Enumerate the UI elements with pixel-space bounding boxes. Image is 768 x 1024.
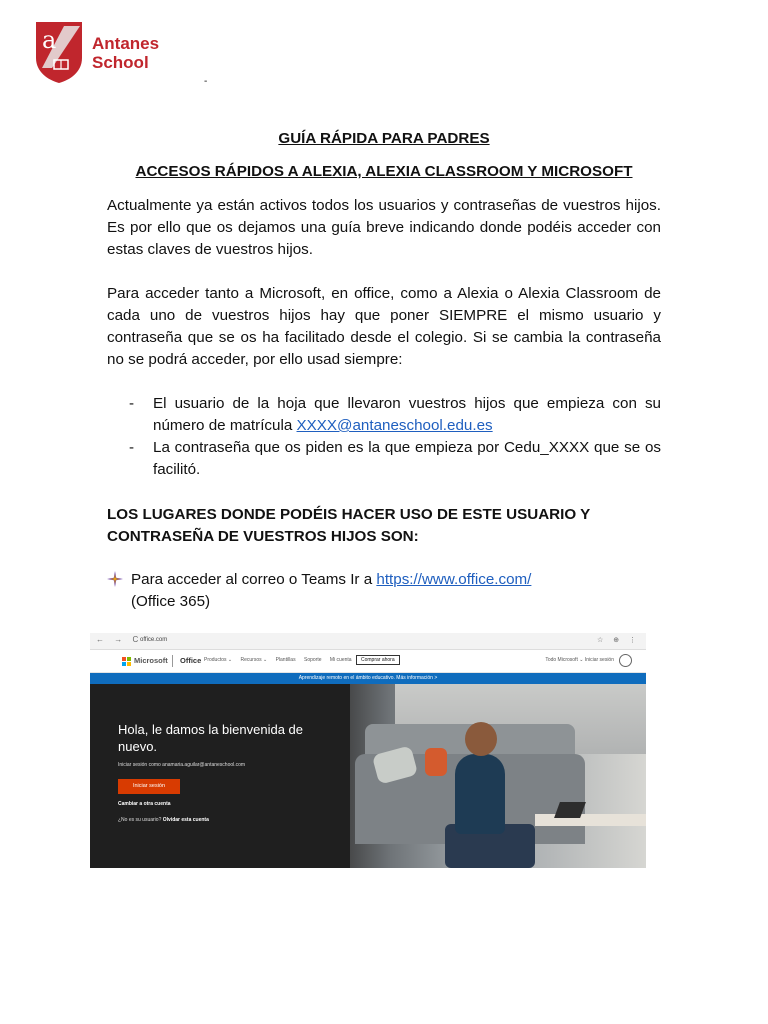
access-paragraph: Para acceder tanto a Microsoft, en office, como a Alexia o Alexia Classroom de cada uno de vuestros hijos hay que poner SIEMPRE el mismo usuario y contraseña que se os ha facilitado desde el colegio. Si se cambia la contraseña no se podrá acceder, por ello usad siempre: (107, 285, 661, 368)
hero-photo (335, 684, 646, 868)
menu-item: Plantillas (275, 657, 296, 663)
sparkle-bullet-icon (107, 571, 123, 587)
dash-marker: - (129, 395, 135, 412)
photo-person-head (465, 722, 497, 756)
menu-item: Soporte (303, 657, 322, 663)
list-item (107, 393, 661, 437)
header-separator (172, 655, 173, 667)
places-heading: LOS LUGARES DONDE PODÉIS HACER USO DE ESTE USUARIO Y CONTRASEÑA DE VUESTROS HIJOS SON: (107, 506, 590, 545)
menu-item: Productos ⌄ (204, 657, 233, 663)
browser-url: office.com (140, 637, 168, 643)
office-link[interactable]: https://www.office.com/ (376, 571, 532, 588)
sign-in-button: Iniciar sesión (118, 779, 180, 794)
list-item-text: El usuario de la hoja que llevaron vuestros hijos que empieza con su número de matrícula (153, 395, 661, 434)
bullet-text: Para acceder al correo o Teams Ir a (131, 571, 377, 588)
list-item (107, 437, 661, 481)
logo-mark: a (42, 26, 57, 54)
brand-line1: Antanes (92, 34, 160, 53)
photo-table (535, 814, 646, 826)
switch-account-link: Cambiar a otra cuenta (118, 801, 171, 807)
list-item-text: La contraseña que os piden es la que empieza por Cedu_XXXX que se os facilitó. (153, 439, 661, 478)
office-menu (204, 657, 359, 663)
menu-item: Mi cuenta (329, 657, 352, 663)
photo-person-body (455, 754, 505, 834)
avatar-icon (619, 654, 632, 667)
intro-paragraph: Actualmente ya están activos todos los usuarios y contraseñas de vuestros hijos. Es por ello que os dejamos una guía breve indicando donde podéis acceder con estas claves de vuestros hijos. (107, 197, 661, 258)
forget-account-link: Olvidar esta cuenta (162, 817, 209, 823)
browser-bar (90, 633, 646, 650)
document-subtitle: ACCESOS RÁPIDOS A ALEXIA, ALEXIA CLASSROOM Y MICROSOFT (135, 163, 633, 180)
credentials-list (107, 393, 661, 481)
microsoft-name: Microsoft (134, 656, 168, 665)
shield-icon (34, 20, 84, 84)
office-365-note: (Office 365) (131, 593, 211, 610)
header-right-links: Todo Microsoft ⌄ Iniciar sesión (545, 657, 614, 663)
education-banner: Aprendizaje remoto en el ámbito educativo. Más información > (90, 673, 646, 684)
document-title: GUÍA RÁPIDA PARA PADRES (278, 130, 490, 147)
school-logo (34, 20, 208, 87)
dash-marker: - (129, 439, 135, 456)
buy-now-button: Comprar ahora (356, 655, 400, 665)
office-header (90, 650, 646, 673)
not-you-question: ¿No es su usuario? (118, 817, 162, 823)
photo-pillow-orange (425, 748, 447, 776)
office-screenshot (90, 633, 646, 868)
signed-in-as: Iniciar sesión como anamaria.aguilar@antaneschool.com (118, 762, 246, 768)
office-name: Office (180, 656, 202, 665)
brand-name (92, 34, 159, 72)
microsoft-logo-icon (122, 657, 131, 666)
browser-nav-icons: ← → C (96, 635, 143, 644)
browser-actions-icons: ☆ ⊕ ⋮ (596, 637, 640, 644)
brand-line2: School (92, 53, 149, 72)
welcome-heading: Hola, le damos la bienvenida de nuevo. (118, 722, 304, 754)
menu-item: Recursos ⌄ (240, 657, 268, 663)
header-mark: - (204, 76, 208, 87)
office-bullet (107, 569, 661, 613)
hero-dark-panel (90, 684, 350, 868)
email-link[interactable]: XXXX@antaneschool.edu.es (296, 417, 493, 434)
not-you-line (118, 817, 209, 823)
